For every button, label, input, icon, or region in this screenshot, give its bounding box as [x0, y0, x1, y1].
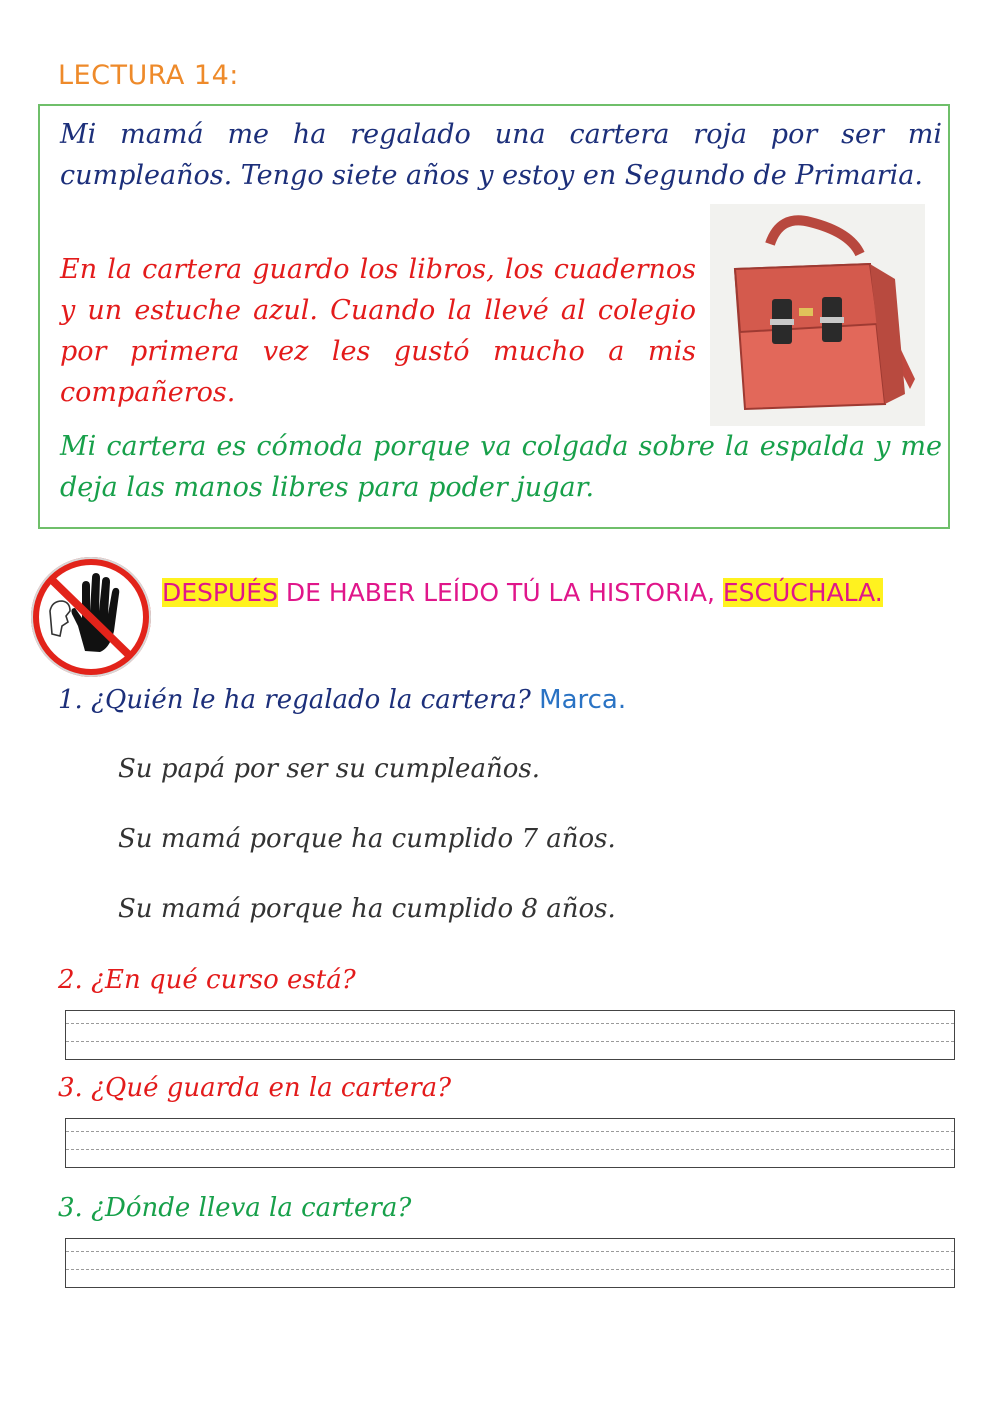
option-2[interactable]: Su mamá porque ha cumplido 7 años.: [118, 824, 616, 854]
highlight-despues: DESPUÉS: [162, 578, 278, 607]
guide-line: [66, 1251, 954, 1252]
instruction-middle: DE HABER LEÍDO TÚ LA HISTORIA,: [277, 578, 723, 607]
answer-field-3[interactable]: [65, 1118, 955, 1168]
option-3[interactable]: Su mamá porque ha cumplido 8 años.: [118, 894, 616, 924]
question-1-text: 1. ¿Quién le ha regalado la cartera?: [58, 685, 540, 715]
answer-field-4[interactable]: [65, 1238, 955, 1288]
guide-line: [66, 1149, 954, 1150]
worksheet-title: LECTURA 14:: [58, 60, 239, 91]
option-1[interactable]: Su papá por ser su cumpleaños.: [118, 754, 540, 784]
question-3: 3. ¿Qué guarda en la cartera?: [58, 1073, 452, 1103]
question-1: [58, 685, 626, 715]
stop-hand-icon: [30, 556, 152, 678]
reading-paragraph-3: Mi cartera es cómoda porque va colgada sobre la espalda y me deja las manos libres para poder jugar.: [60, 431, 942, 503]
guide-line: [66, 1023, 954, 1024]
question-2: 2. ¿En qué curso está?: [58, 965, 356, 995]
listen-instruction: [162, 578, 883, 607]
highlight-escuchala: ESCÚCHALA.: [722, 578, 883, 607]
guide-line: [66, 1041, 954, 1042]
reading-paragraph-1: Mi mamá me ha regalado una cartera roja por ser mi cumpleaños. Tengo siete años y estoy en Segundo de Primaria.: [60, 119, 942, 191]
question-4: 3. ¿Dónde lleva la cartera?: [58, 1193, 412, 1223]
guide-line: [66, 1269, 954, 1270]
question-1-hint: Marca.: [539, 685, 627, 715]
answer-field-2[interactable]: [65, 1010, 955, 1060]
reading-box: [38, 104, 950, 529]
reading-paragraph-2: En la cartera guardo los libros, los cuadernos y un estuche azul. Cuando la llevé al colegio por primera vez les gustó mucho a mis compañeros.: [60, 254, 696, 408]
guide-line: [66, 1131, 954, 1132]
school-bag-image: [710, 204, 925, 426]
